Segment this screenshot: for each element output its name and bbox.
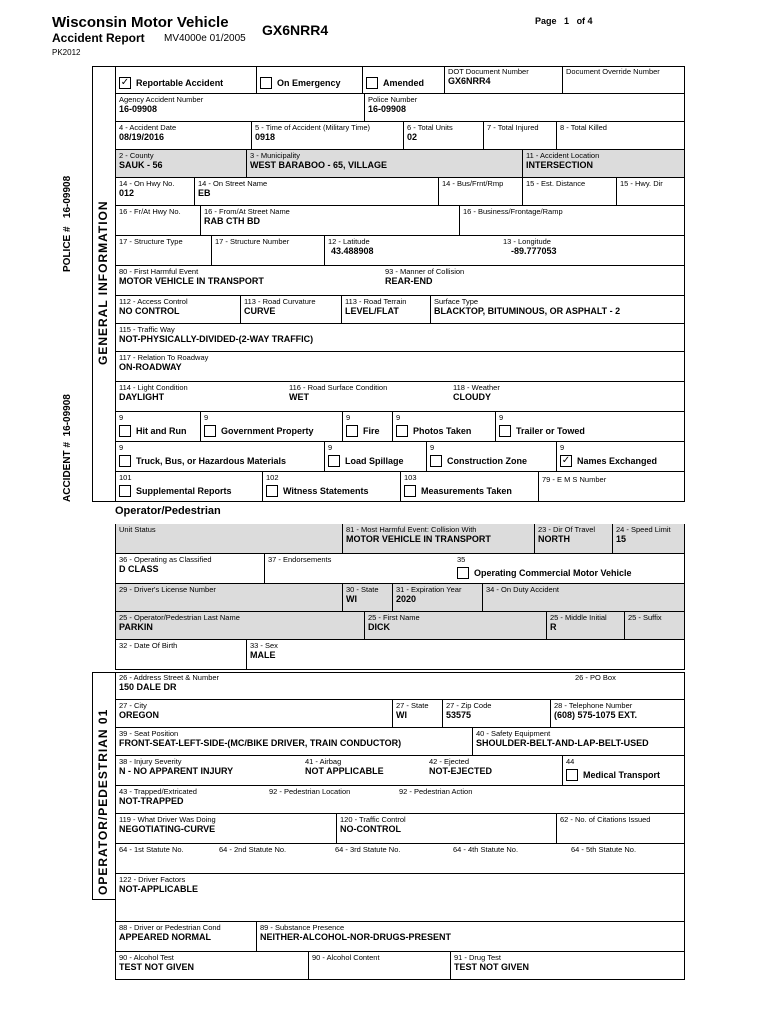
road-surface-condition: WET [289, 392, 309, 402]
row-from: 16 - Fr/At Hwy No. 16 - From/At Street Name RAB CTH BD 16 - Business/Frontage/Ramp [115, 206, 685, 236]
most-harmful-event: MOTOR VEHICLE IN TRANSPORT [346, 534, 491, 544]
commercial-vehicle-checkbox[interactable] [457, 567, 469, 579]
row-city: 27 - City OREGON 27 - State WI 27 - Zip Code 53575 28 - Telephone Number (608) 575-1075 EXT. [115, 700, 685, 728]
sex: MALE [250, 650, 276, 660]
row-seat: 39 - Seat Position FRONT-SEAT-LEFT-SIDE-(MC/BIKE DRIVER, TRAIN CONDUCTOR) 40 - Safety Equipment SHOULDER-BELT-AND-LAP-BELT-USED [115, 728, 685, 756]
load-spillage-checkbox[interactable] [328, 455, 340, 467]
reportable-checkbox[interactable]: ✓ [120, 76, 130, 88]
traffic-way: NOT-PHYSICALLY-DIVIDED-(2-WAY TRAFFIC) [119, 334, 314, 344]
form-number: MV4000e 01/2005 [164, 33, 246, 44]
accident-date: 08/19/2016 [119, 132, 165, 142]
police-number: 16-09908 [368, 104, 407, 114]
pk-code: PK2012 [52, 48, 81, 57]
seat-position: FRONT-SEAT-LEFT-SIDE-(MC/BIKE DRIVER, TRAIN CONDUCTOR) [119, 738, 402, 748]
government-property-checkbox[interactable] [204, 425, 216, 437]
accident-time: 0918 [255, 132, 276, 142]
row-trafficway: 115 - Traffic Way NOT-PHYSICALLY-DIVIDED-(2-WAY TRAFFIC) [115, 324, 685, 352]
row-name: 25 - Operator/Pedestrian Last Name PARKIN 25 - First Name DICK 25 - Middle Initial R 25 - Suffix [115, 612, 685, 640]
driver-factors: NOT-APPLICABLE [119, 884, 199, 894]
construction-zone-checkbox[interactable] [430, 455, 442, 467]
agency-number: 16-09908 [119, 104, 158, 114]
total-units: 02 [407, 132, 418, 142]
emergency-checkbox[interactable] [260, 77, 272, 89]
names-exchanged-checkbox[interactable]: ✓ [561, 454, 571, 466]
telephone: (608) 575-1075 EXT. [554, 710, 638, 720]
substance-presence: NEITHER-ALCOHOL-NOR-DRUGS-PRESENT [260, 932, 451, 942]
supplemental-reports-checkbox[interactable] [119, 485, 131, 497]
latitude: 43.488908 [331, 246, 374, 256]
drug-test: TEST NOT GIVEN [454, 962, 530, 972]
alcohol-test: TEST NOT GIVEN [119, 962, 195, 972]
photos-taken-checkbox[interactable] [396, 425, 408, 437]
driver-condition: APPEARED NORMAL [119, 932, 212, 942]
page-indicator: Page 1 of 4 [535, 16, 593, 26]
row-condition: 88 - Driver or Pedestrian Cond APPEARED NORMAL 89 - Substance Presence NEITHER-ALCOHOL-NOR-DRUGS-PRESENT [115, 922, 685, 952]
accident-number-side: ACCIDENT # 16-09908 [62, 394, 73, 502]
access-control: NO CONTROL [119, 306, 180, 316]
row-date: 4 - Accident Date 08/19/2016 5 - Time of Accident (Military Time) 0918 6 - Total Units 02 7 - Total Injured 8 - Total Killed [115, 122, 685, 150]
measurements-taken-checkbox[interactable] [404, 485, 416, 497]
longitude: -89.777053 [511, 246, 557, 256]
row-reports: 101 Supplemental Reports 102 Witness Statements 103 Measurements Taken 79 - E M S Number [115, 472, 685, 502]
expiration-year: 2020 [396, 594, 417, 604]
middle-initial: R [550, 622, 557, 632]
case-id: GX6NRR4 [262, 22, 329, 38]
row-dob: 32 - Date Of Birth 33 - Sex MALE [115, 640, 685, 670]
row-unit-status: Unit Status 81 - Most Harmful Event: Collision With MOTOR VEHICLE IN TRANSPORT 23 - Dir Of Travel NORTH 24 - Speed Limit 15 [115, 524, 685, 554]
amended-cell: Amended [362, 66, 427, 93]
general-section-label: GENERAL INFORMATION [96, 200, 110, 365]
row-injury: 38 - Injury Severity N - NO APPARENT INJURY 41 - Airbag NOT APPLICABLE 42 - Ejected NOT-EJECTED 44 Medical Transport [115, 756, 685, 786]
first-name: DICK [368, 622, 390, 632]
row-statutes: 64 - 1st Statute No. 64 - 2nd Statute No. 64 - 3rd Statute No. 64 - 4th Statute No. 64 - 5th Statute No. [115, 844, 685, 874]
accident-location: INTERSECTION [526, 160, 594, 170]
row-structure: 17 - Structure Type 17 - Structure Number 12 - Latitude 43.488908 13 - Longitude -89.777053 [115, 236, 685, 266]
row-address: 26 - Address Street & Number 150 DALE DR 26 - PO Box [115, 672, 685, 700]
license-state: WI [346, 594, 357, 604]
operating-class: D CLASS [119, 564, 159, 574]
amended-checkbox[interactable] [366, 77, 378, 89]
row-doing: 119 - What Driver Was Doing NEGOTIATING-CURVE 120 - Traffic Control NO-CONTROL 62 - No. of Citations Issued [115, 814, 685, 844]
operator-section-title: Operator/Pedestrian [115, 505, 221, 517]
safety-equipment: SHOULDER-BELT-AND-LAP-BELT-USED [476, 738, 649, 748]
witness-statements-checkbox[interactable] [266, 485, 278, 497]
row-reportable [115, 66, 685, 94]
row-trapped: 43 - Trapped/Extricated NOT-TRAPPED 92 - Pedestrian Location 92 - Pedestrian Action [115, 786, 685, 814]
row-class: 36 - Operating as Classified D CLASS 37 - Endorsements 35 Operating Commercial Motor Vehicle [115, 554, 685, 584]
trailer-towed-checkbox[interactable] [499, 425, 511, 437]
row-license: 29 - Driver's License Number 30 - State WI 31 - Expiration Year 2020 34 - On Duty Accident [115, 584, 685, 612]
address: 150 DALE DR [119, 682, 177, 692]
from-street-name: RAB CTH BD [204, 216, 260, 226]
medical-transport-checkbox[interactable] [566, 769, 578, 781]
last-name: PARKIN [119, 622, 153, 632]
state: WI [396, 710, 407, 720]
zip-code: 53575 [446, 710, 472, 720]
row-harmful: 80 - First Harmful Event MOTOR VEHICLE IN TRANSPORT 93 - Manner of Collision REAR-END [115, 266, 685, 296]
injury-severity: N - NO APPARENT INJURY [119, 766, 234, 776]
dot-doc-value: GX6NRR4 [448, 76, 491, 86]
weather: CLOUDY [453, 392, 491, 402]
on-street-name: EB [198, 188, 211, 198]
row-county: 2 - County SAUK - 56 3 - Municipality WEST BARABOO - 65, VILLAGE 11 - Accident Location INTERSECTION [115, 150, 685, 178]
fire-checkbox[interactable] [346, 425, 358, 437]
police-number-side: POLICE # 16-09908 [62, 175, 73, 272]
row-flags-1: 9 Hit and Run 9 Government Property 9 Fire 9 Photos Taken 9 Trailer or Towed [115, 412, 685, 442]
airbag: NOT APPLICABLE [305, 766, 384, 776]
surface-type: BLACKTOP, BITUMINOUS, OR ASPHALT - 2 [434, 306, 621, 316]
row-light: 114 - Light Condition DAYLIGHT 116 - Road Surface Condition WET 118 - Weather CLOUDY [115, 382, 685, 412]
operator-section-label: OPERATOR/PEDESTRIAN 01 [96, 708, 110, 895]
light-condition: DAYLIGHT [119, 392, 165, 402]
row-alcohol: 90 - Alcohol Test TEST NOT GIVEN 90 - Alcohol Content 91 - Drug Test TEST NOT GIVEN [115, 952, 685, 980]
on-hwy-no: 012 [119, 188, 135, 198]
truck-hazmat-checkbox[interactable] [119, 455, 131, 467]
reportable-cell: ✓ Reportable Accident [120, 76, 224, 88]
row-flags-2: 9 Truck, Bus, or Hazardous Materials 9 Load Spillage 9 Construction Zone 9 ✓ Names Exchanged [115, 442, 685, 472]
traffic-control: NO-CONTROL [340, 824, 401, 834]
ejected: NOT-EJECTED [429, 766, 493, 776]
driver-doing: NEGOTIATING-CURVE [119, 824, 216, 834]
road-terrain: LEVEL/FLAT [345, 306, 399, 316]
dot-doc-cell: DOT Document Number GX6NRR4 [444, 66, 532, 93]
municipality: WEST BARABOO - 65, VILLAGE [250, 160, 388, 170]
city: OREGON [119, 710, 160, 720]
row-agency: Agency Accident Number 16-09908 Police Number 16-09908 [115, 94, 685, 122]
row-driver-factors: 122 - Driver Factors NOT-APPLICABLE [115, 874, 685, 922]
first-harmful-event: MOTOR VEHICLE IN TRANSPORT [119, 276, 264, 286]
county: SAUK - 56 [119, 160, 163, 170]
speed-limit: 15 [616, 534, 627, 544]
hit-and-run-checkbox[interactable] [119, 425, 131, 437]
dir-of-travel: NORTH [538, 534, 570, 544]
override-cell: Document Override Number [562, 66, 663, 93]
manner-of-collision: REAR-END [385, 276, 433, 286]
road-curvature: CURVE [244, 306, 276, 316]
trapped-extricated: NOT-TRAPPED [119, 796, 184, 806]
form-subtitle: Accident Report [52, 31, 145, 45]
emergency-cell: On Emergency [256, 66, 344, 93]
row-onhwy: 14 - On Hwy No. 012 14 - On Street Name EB 14 - Bus/Frnt/Rmp 15 - Est. Distance 15 - Hwy. Dir [115, 178, 685, 206]
relation-to-roadway: ON-ROADWAY [119, 362, 182, 372]
row-access: 112 - Access Control NO CONTROL 113 - Road Curvature CURVE 113 - Road Terrain LEVEL/FLAT Surface Type BLACKTOP, BITUMINOUS, OR ASPHALT - 2 [115, 296, 685, 324]
form-title: Wisconsin Motor Vehicle [52, 14, 229, 31]
row-relation: 117 - Relation To Roadway ON-ROADWAY [115, 352, 685, 382]
